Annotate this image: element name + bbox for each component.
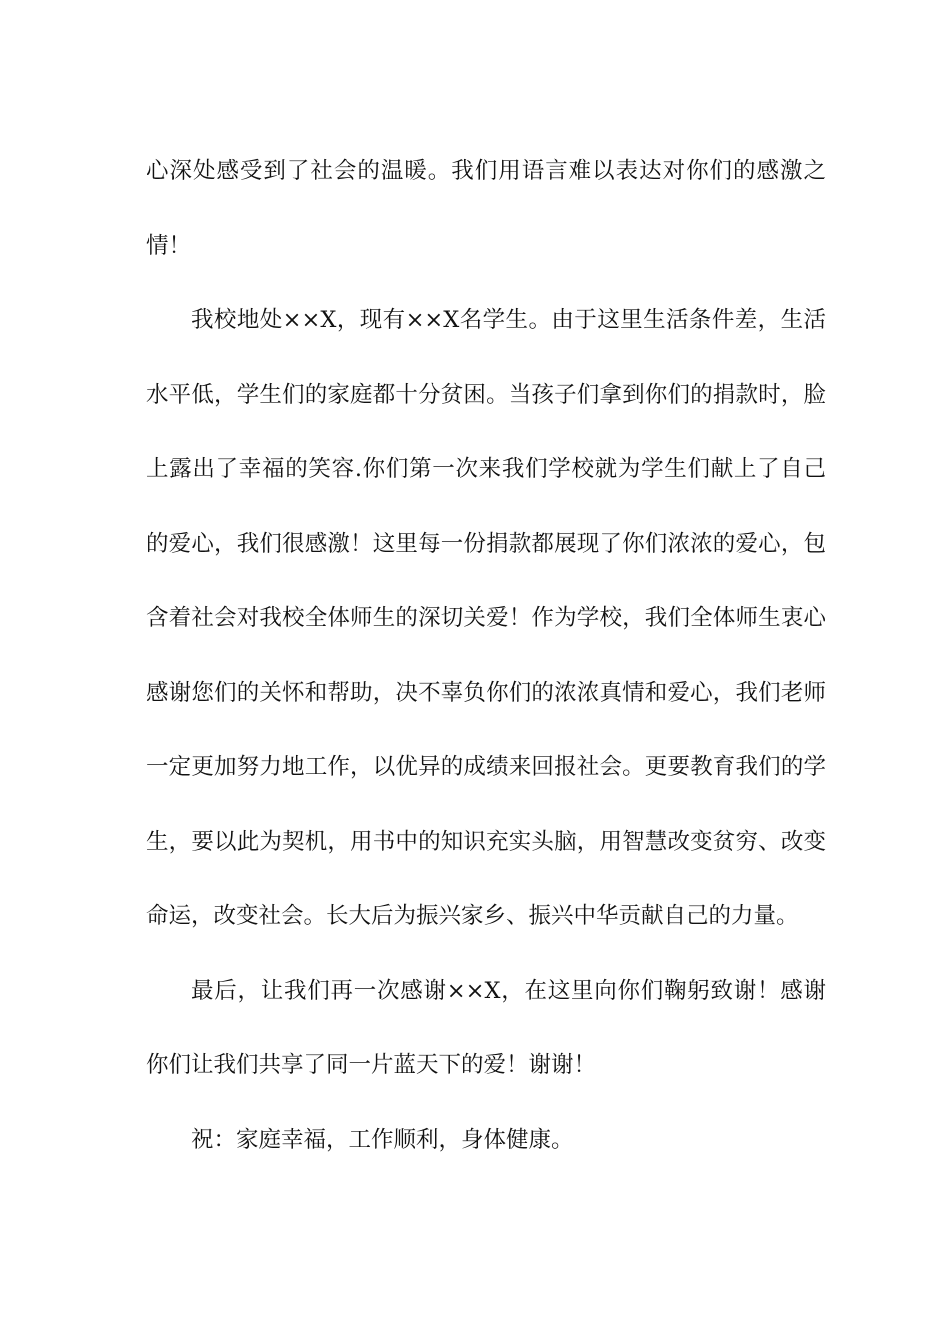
document-body — [146, 134, 826, 1177]
paragraph-thanks-continued: 心深处感受到了社会的温暖。我们用语言难以表达对你们的感激之情！ — [146, 158, 826, 259]
paragraph-final-thanks: 最后，让我们再一次感谢××X，在这里向你们鞠躬致谢！感谢你们让我们共享了同一片蓝天下的爱！谢谢！ — [146, 977, 826, 1078]
paragraph-blessing: 祝：家庭幸福，工作顺利，身体健康。 — [191, 1126, 574, 1153]
paragraph-school-situation: 我校地处××X，现有××X名学生。由于这里生活条件差，生活水平低，学生们的家庭都十分贫困。当孩子们拿到你们的捐款时，脸上露出了幸福的笑容.你们第一次来我们学校就为学生们献上了自己的爱心，我们很感激！这里每一份捐款都展现了你们浓浓的爱心，包含着社会对我校全体师生的深切关爱！作为学校，我们全体师生衷心感谢您们的关怀和帮助，决不辜负你们的浓浓真情和爱心，我们老师一定更加努力地工作，以优异的成绩来回报社会。更要教育我们的学生，要以此为契机，用书中的知识充实头脑，用智慧改变贫穷、改变命运，改变社会。长大后为振兴家乡、振兴中华贡献自己的力量。 — [146, 307, 826, 929]
